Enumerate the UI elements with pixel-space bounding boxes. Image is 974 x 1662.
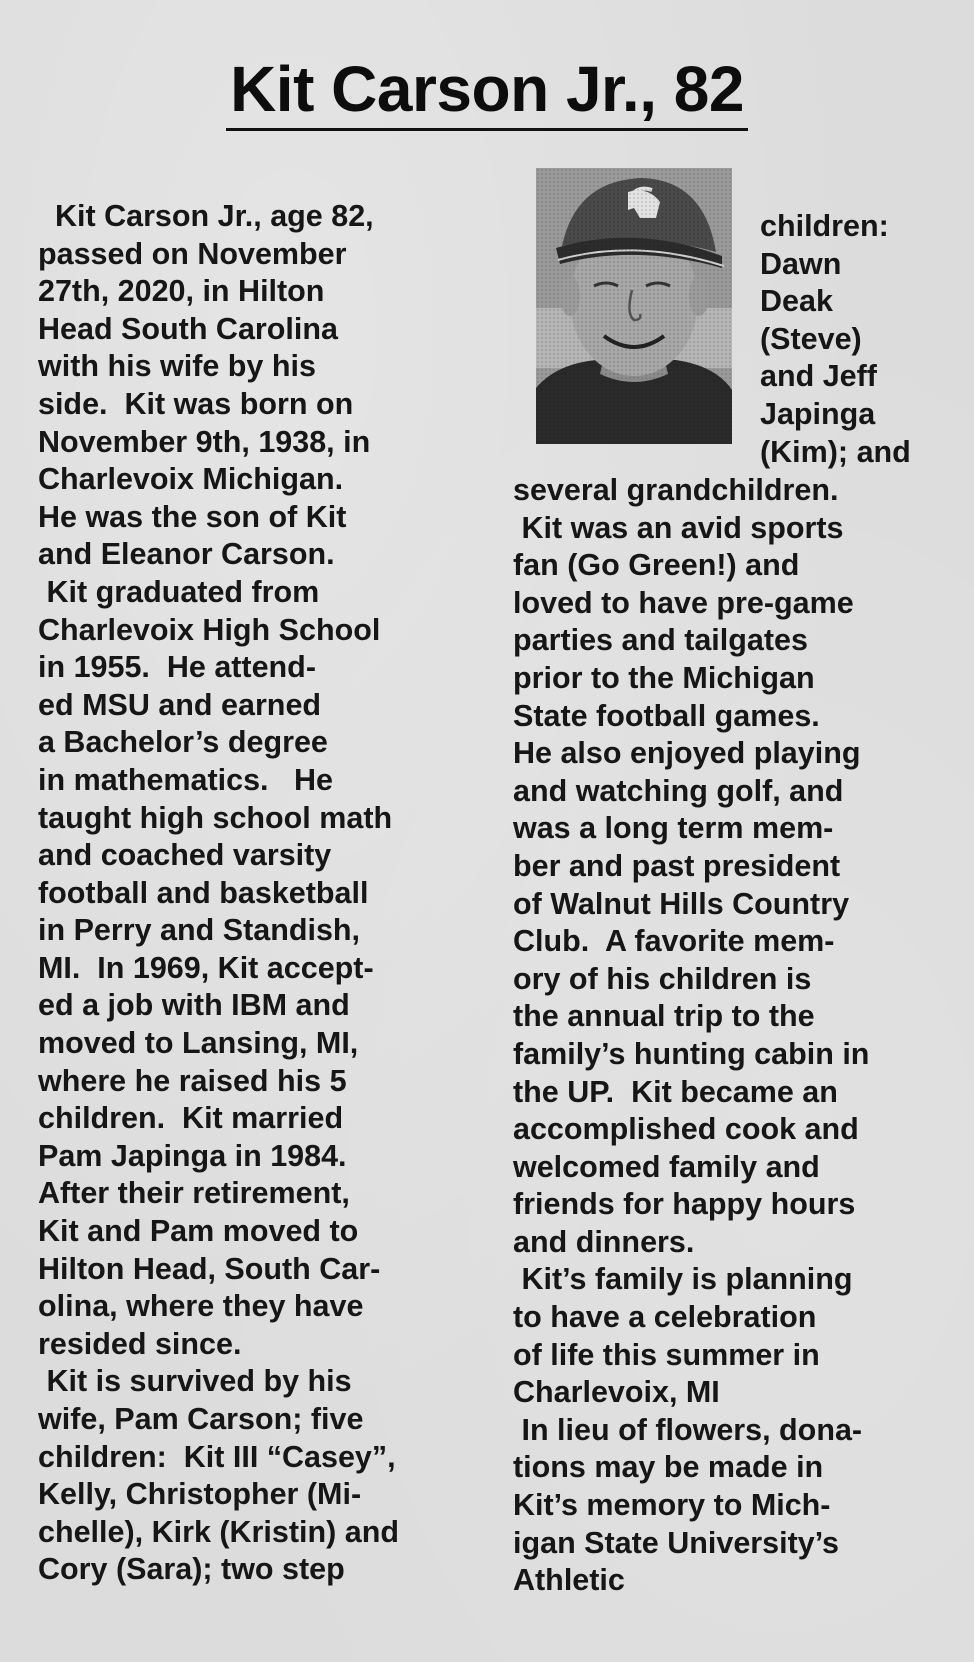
text-line: of life this summer in bbox=[513, 1337, 820, 1372]
text-line: Head South Carolina bbox=[38, 311, 338, 346]
text-line: prior to the Michigan bbox=[513, 660, 815, 695]
text-line: Dawn bbox=[760, 246, 842, 281]
text-line: Charlevoix Michigan. bbox=[38, 462, 344, 497]
text-line: Cory (Sara); two step bbox=[38, 1552, 345, 1587]
text-line: ed MSU and earned bbox=[38, 687, 322, 722]
text-line: Kit Carson Jr., age 82, bbox=[38, 199, 374, 233]
text-line: accomplished cook and bbox=[513, 1112, 859, 1147]
text-line: (Steve) bbox=[760, 321, 862, 356]
text-line: Deak bbox=[760, 284, 833, 319]
portrait-illustration bbox=[536, 168, 732, 444]
text-line: the UP. Kit became an bbox=[513, 1074, 838, 1109]
obituary-headline bbox=[0, 52, 974, 131]
right-column-beside-photo bbox=[760, 208, 965, 471]
text-line: several grandchildren. bbox=[513, 473, 839, 507]
text-line: 27th, 2020, in Hilton bbox=[38, 274, 325, 309]
headline-text: Kit Carson Jr., 82 bbox=[226, 52, 748, 131]
text-line: parties and tailgates bbox=[513, 623, 808, 658]
text-line: In lieu of flowers, dona- bbox=[513, 1412, 863, 1447]
text-line: in mathematics. He bbox=[38, 762, 333, 797]
text-line: Athletic bbox=[513, 1563, 625, 1598]
portrait-photo bbox=[536, 168, 732, 444]
text-line: Kit’s family is planning bbox=[513, 1262, 853, 1297]
text-line: Pam Japinga in 1984. bbox=[38, 1138, 347, 1173]
text-line: of Walnut Hills Country bbox=[513, 886, 850, 921]
text-line: in Perry and Standish, bbox=[38, 913, 361, 948]
text-line: He also enjoyed playing bbox=[513, 736, 861, 771]
text-line: football and basketball bbox=[38, 875, 369, 910]
text-line: November 9th, 1938, in bbox=[38, 424, 371, 459]
text-line: Kit is survived by his bbox=[38, 1364, 352, 1399]
text-line: fan (Go Green!) and bbox=[513, 548, 800, 583]
text-line: to have a celebration bbox=[513, 1300, 817, 1335]
left-column-text bbox=[38, 198, 478, 1589]
text-line: ber and past president bbox=[513, 848, 841, 883]
text-line: Kit was an avid sports bbox=[513, 510, 844, 545]
text-line: family’s hunting cabin in bbox=[513, 1036, 870, 1071]
text-line: He was the son of Kit bbox=[38, 499, 347, 534]
text-line: igan State University’s bbox=[513, 1525, 840, 1560]
text-line: Kelly, Christopher (Mi- bbox=[38, 1477, 362, 1512]
text-line: taught high school math bbox=[38, 800, 393, 835]
text-line: where he raised his 5 bbox=[38, 1063, 347, 1098]
text-line: tions may be made in bbox=[513, 1450, 824, 1485]
text-line: resided since. bbox=[38, 1326, 242, 1361]
text-line: olina, where they have bbox=[38, 1289, 364, 1324]
text-line: side. Kit was born on bbox=[38, 386, 354, 421]
text-line: chelle), Kirk (Kristin) and bbox=[38, 1514, 399, 1549]
text-line: After their retirement, bbox=[38, 1176, 350, 1211]
text-line: the annual trip to the bbox=[513, 999, 815, 1034]
text-line: Kit graduated from bbox=[38, 574, 320, 609]
text-line: Charlevoix High School bbox=[38, 612, 381, 647]
text-line: Japinga bbox=[760, 396, 876, 431]
text-line: MI. In 1969, Kit accept- bbox=[38, 950, 374, 985]
text-line: a Bachelor’s degree bbox=[38, 725, 328, 760]
text-line: moved to Lansing, MI, bbox=[38, 1026, 359, 1061]
text-line: Hilton Head, South Car- bbox=[38, 1251, 381, 1286]
text-line: children. Kit married bbox=[38, 1101, 344, 1136]
text-line: children: Kit III “Casey”, bbox=[38, 1439, 396, 1474]
text-line: was a long term mem- bbox=[513, 811, 834, 846]
text-line: Charlevoix, MI bbox=[513, 1375, 720, 1410]
text-line: and dinners. bbox=[513, 1224, 695, 1259]
text-line: and watching golf, and bbox=[513, 773, 844, 808]
text-line: in 1955. He attend- bbox=[38, 650, 316, 685]
text-line: and coached varsity bbox=[38, 838, 332, 873]
text-line: friends for happy hours bbox=[513, 1187, 856, 1222]
text-line: ed a job with IBM and bbox=[38, 988, 350, 1023]
text-line: Club. A favorite mem- bbox=[513, 924, 835, 959]
text-line: welcomed family and bbox=[513, 1149, 820, 1184]
text-line: with his wife by his bbox=[38, 349, 316, 384]
text-line: Kit’s memory to Mich- bbox=[513, 1488, 831, 1523]
text-line: State football games. bbox=[513, 698, 820, 733]
text-line: wife, Pam Carson; five bbox=[38, 1402, 364, 1436]
text-line: ory of his children is bbox=[513, 961, 812, 996]
text-line: loved to have pre-game bbox=[513, 585, 854, 620]
text-line: Kit and Pam moved to bbox=[38, 1214, 359, 1249]
text-line: and Eleanor Carson. bbox=[38, 537, 335, 572]
text-line: passed on November bbox=[38, 236, 347, 271]
text-line: and Jeff bbox=[760, 359, 877, 394]
text-line: (Kim); and bbox=[760, 434, 911, 469]
right-column-text bbox=[513, 472, 963, 1600]
text-line: children: bbox=[760, 209, 889, 243]
